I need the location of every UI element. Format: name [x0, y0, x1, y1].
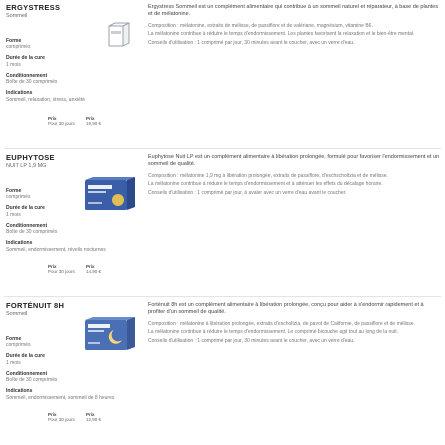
attr-packaging: Conditionnement Boîte de 30 comprimés: [6, 222, 58, 236]
price-per-duration: Prix Pour 30 jours: [48, 116, 75, 127]
description-lead: Forténuit 8h est un complément alimentaire à libération prolongée, conçu pour aider à s'endormir rapidement et à profiter d'un sommeil de qualité.: [148, 302, 424, 315]
attr-form: Forme comprimés: [6, 335, 31, 349]
product-description: [148, 4, 440, 48]
product-description: [148, 302, 440, 346]
product-pack-image: [84, 176, 136, 214]
product-title: EUPHYTOSE: [6, 153, 55, 162]
product-card-fortenuit: [0, 298, 445, 445]
product-subtitle: Sommeil: [6, 311, 28, 318]
description-lead: Euphytose Nuit LP est un complément alimentaire à libération prolongée, formulé pour favoriser l'endormissement et un sommeil de qualité.: [148, 154, 440, 167]
attr-indications: Indications Sommeil, endormissement, réveils nocturnes: [6, 240, 106, 253]
attr-indications: Indications Sommeil, endormissement, sommeil de 8 heures: [6, 388, 115, 401]
price-per-duration: Prix Pour 30 jours: [48, 412, 75, 423]
divider: [4, 296, 441, 297]
product-title: FORTÉNUIT 8H: [6, 301, 65, 310]
divider: [4, 148, 441, 149]
product-pack-image: [84, 316, 136, 354]
attr-duration: Durée de la cure 1 mois: [6, 205, 45, 218]
price-value: Prix 12,90 €: [86, 412, 102, 423]
product-description: [148, 154, 440, 198]
attr-packaging: Conditionnement Boîte de 30 comprimés: [6, 72, 58, 86]
product-subtitle: Sommeil: [6, 13, 28, 20]
attr-packaging: Conditionnement Boîte de 30 comprimés: [6, 370, 58, 384]
description-body: Composition : mélatonine à libération prolongée, extraits d'escholtzia, de pavot de Californie, de passiflore et de mélisse. La mélatonine contribue à réduire le temps d'endormissement. Le comprimé bicouche agit tout au long de la nuit. Conseils d'utilisation : 1 comprimé par jour, 30 minutes avant le coucher, avec un verre d'eau.: [148, 320, 415, 344]
product-card-euphytose: [0, 150, 445, 298]
product-card-ergystress: [0, 0, 445, 148]
package-box-icon: [108, 22, 130, 48]
description-lead: Ergystress Sommeil est un complément alimentaire qui contribue à un sommeil naturel et réparateur, à base de plantes et de mélatonine.: [148, 4, 439, 17]
price-per-duration: Prix Pour 30 jours: [48, 264, 75, 275]
attr-duration: Durée de la cure 1 mois: [6, 353, 45, 366]
price-value: Prix 14,90 €: [86, 264, 102, 275]
product-title: ERGYSTRESS: [6, 3, 61, 12]
attr-form: Forme comprimés: [6, 37, 31, 51]
attr-duration: Durée de la cure 1 mois: [6, 55, 45, 68]
product-subtitle: NUIT LP 1,9 MG: [6, 163, 47, 170]
product-info: [6, 4, 134, 103]
attr-indications: Indications Sommeil, relaxation, stress, anxiété: [6, 90, 85, 103]
description-body: Composition : mélatonine 1,9 mg à libération prolongée, extraits de passiflore, d'eschscholtzia et de mélisse. La mélatonine contribue à réduire le temps d'endormissement et à atténuer les effets du décalage horaire. Conseils d'utilisation : 1 comprimé par jour, à avaler avec un verre d'eau avant le coucher.: [148, 172, 388, 196]
description-body: Composition : mélatonine, extraits de mélisse, de passiflore et de valériane, magnésium, vitamine B6. La mélatonine contribue à réduire le temps d'endormissement. Les plantes favorisent la relaxation et le bien-être mental. Conseils d'utilisation : 1 comprimé par jour, 30 minutes avant le coucher, avec un verre d'eau.: [148, 22, 415, 46]
price-value: Prix 19,90 €: [86, 116, 102, 127]
attr-form: Forme comprimés: [6, 187, 31, 201]
